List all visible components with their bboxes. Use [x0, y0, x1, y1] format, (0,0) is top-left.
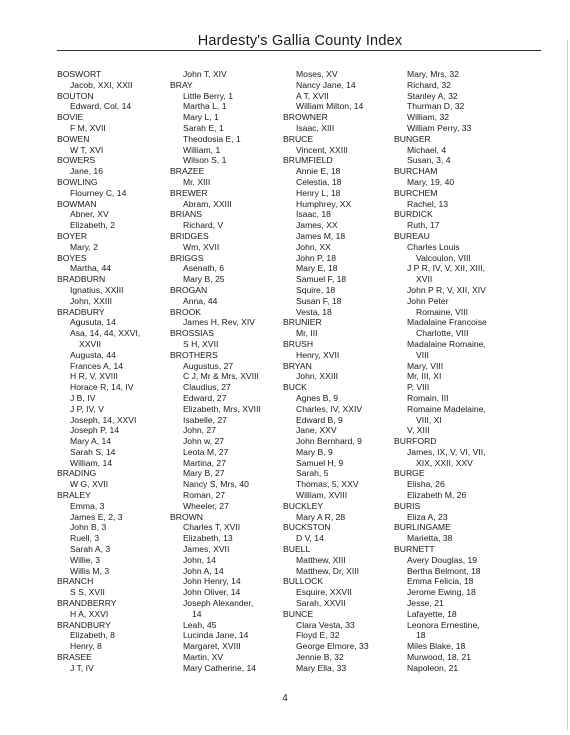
- surname-heading: BUCKSTON: [283, 522, 331, 533]
- index-entry: Sarah, 5: [296, 468, 329, 479]
- surname-heading: BOYES: [57, 252, 87, 263]
- index-entry: S S, XVII: [70, 587, 105, 598]
- surname-heading: BREWER: [170, 187, 208, 198]
- index-entry: Ignatius, XXIII: [70, 284, 124, 295]
- surname-heading: BRANCH: [57, 576, 94, 587]
- index-entry: VIII: [416, 349, 429, 360]
- index-entry: Samuel H, 9: [296, 457, 344, 468]
- index-entry: Mary Ella, 33: [296, 662, 347, 673]
- index-entry: John Oliver, 14: [183, 587, 241, 598]
- surname-heading: BROTHERS: [170, 349, 218, 360]
- index-entry: Thurman D, 32: [407, 101, 465, 112]
- surname-heading: BRADBURY: [57, 306, 105, 317]
- index-entry: Agusuta, 14: [70, 317, 116, 328]
- index-entry: Nancy Jane, 14: [296, 79, 356, 90]
- page-number: 4: [282, 693, 288, 704]
- surname-heading: BROWNER: [283, 112, 328, 123]
- index-entry: J P R, IV, V, XII, XIII,: [407, 263, 486, 274]
- index-entry: 18: [416, 630, 426, 641]
- surname-heading: BROGAN: [170, 284, 208, 295]
- index-entry: Mary L, 1: [183, 112, 219, 123]
- index-entry: John, XXIII: [296, 371, 339, 382]
- surname-heading: BROOK: [170, 306, 202, 317]
- index-entry: Matthew, Dr, XIII: [296, 565, 360, 576]
- index-entry: William, 32: [407, 112, 450, 123]
- index-entry: Claudius, 27: [183, 382, 231, 393]
- index-entry: Frances A, 14: [70, 360, 124, 371]
- index-entry: James E, 2, 3: [70, 511, 123, 522]
- index-entry: Elizabeth, 2: [70, 220, 115, 231]
- index-entry: Leah, 45: [183, 619, 217, 630]
- index-entry: Emma Felicia, 18: [407, 576, 474, 587]
- surname-heading: BRASEE: [57, 652, 92, 663]
- index-entry: Ruth, 17: [407, 220, 440, 231]
- index-entry: Mr, III, XI: [407, 371, 442, 382]
- index-entry: Mary B, 9: [296, 446, 333, 457]
- surname-heading: BRIGGS: [170, 252, 204, 263]
- index-entry: Anna, 44: [183, 295, 218, 306]
- index-entry: Agnes B, 9: [296, 392, 339, 403]
- scan-edge-line: [567, 40, 568, 730]
- index-entry: Willie, 3: [70, 554, 101, 565]
- index-entry: Mr, III: [296, 328, 318, 339]
- index-entry: John B, 3: [70, 522, 107, 533]
- surname-heading: BURFORD: [394, 436, 437, 447]
- index-entry: Stanley A, 32: [407, 90, 458, 101]
- index-entry: Edward, Col, 14: [70, 101, 132, 112]
- index-entry: Mr, XIII: [183, 176, 211, 187]
- index-entry: Jerome Ewing, 18: [407, 587, 476, 598]
- index-entry: Jennie B, 32: [296, 652, 344, 663]
- index-entry: William, 14: [70, 457, 113, 468]
- index-entry: Jacob, XXI, XXII: [70, 79, 133, 90]
- surname-heading: BUCKLEY: [283, 500, 324, 511]
- surname-heading: BOUTON: [57, 90, 94, 101]
- index-entry: Martha, 44: [70, 263, 112, 274]
- index-entry: H A, XXVI: [70, 608, 109, 619]
- index-entry: Isaac, 18: [296, 209, 331, 220]
- index-entry: Leota M, 27: [183, 446, 229, 457]
- surname-heading: BOYER: [57, 230, 88, 241]
- index-entry: James H, Rev, XIV: [183, 317, 255, 328]
- index-entry: Augustus, 27: [183, 360, 234, 371]
- index-entry: James, XX: [296, 220, 338, 231]
- index-entry: Elizabeth M, 26: [407, 490, 467, 501]
- index-entry: Vesta, 18: [296, 306, 332, 317]
- index-entry: Theodosia E, 1: [183, 133, 241, 144]
- surname-heading: BRADING: [57, 468, 97, 479]
- surname-heading: BRUNIER: [283, 317, 322, 328]
- index-entry: William Perry, 33: [407, 122, 472, 133]
- index-column-1: [57, 69, 175, 674]
- surname-heading: BURNETT: [394, 544, 435, 555]
- surname-heading: BRALEY: [57, 490, 91, 501]
- index-entry: Rachel, 13: [407, 198, 449, 209]
- surname-heading: BRUSH: [283, 338, 314, 349]
- index-entry: Sarah A, 3: [70, 544, 111, 555]
- surname-heading: BULLOCK: [283, 576, 324, 587]
- index-entry: Avery Douglas, 19: [407, 554, 478, 565]
- surname-heading: BURGE: [394, 468, 425, 479]
- index-entry: Romaine, VIII: [416, 306, 469, 317]
- index-entry: George Elmore, 33: [296, 641, 369, 652]
- index-entry: Richard, V: [183, 220, 224, 231]
- index-entry: Henry, XVII: [296, 349, 340, 360]
- index-entry: Susan F, 18: [296, 295, 342, 306]
- title-rule: [57, 50, 541, 51]
- surname-heading: BOWEN: [57, 133, 90, 144]
- surname-heading: BRAZEE: [170, 166, 205, 177]
- index-entry: Jane, XXV: [296, 425, 337, 436]
- index-entry: Sarah E, 1: [183, 122, 224, 133]
- index-entry: Charles T, XVII: [183, 522, 241, 533]
- index-entry: Asa, 14, 44, XXVI,: [70, 328, 141, 339]
- index-entry: Annie E, 18: [296, 166, 341, 177]
- index-entry: Mary B, 25: [183, 274, 225, 285]
- index-entry: C J, Mr & Mrs, XVIII: [183, 371, 259, 382]
- surname-heading: BURDICK: [394, 209, 433, 220]
- index-entry: XXVII: [79, 338, 101, 349]
- index-entry: W T, XVI: [70, 144, 104, 155]
- index-entry: John, 27: [183, 425, 216, 436]
- index-entry: James, XVII: [183, 544, 230, 555]
- surname-heading: BRYAN: [283, 360, 312, 371]
- index-entry: Wilson S, 1: [183, 155, 227, 166]
- index-entry: Jane, 16: [70, 166, 103, 177]
- index-entry: John, 14: [183, 554, 216, 565]
- index-entry: Esquire, XXVII: [296, 587, 352, 598]
- surname-heading: BUNGER: [394, 133, 431, 144]
- index-entry: Vincent, XXIII: [296, 144, 348, 155]
- index-entry: Roman, 27: [183, 490, 226, 501]
- index-entry: John Peter: [407, 295, 449, 306]
- index-entry: Wm, XVII: [183, 241, 220, 252]
- index-entry: Romaine Madelaine,: [407, 403, 486, 414]
- index-entry: Joseph P, 14: [70, 425, 120, 436]
- index-entry: Richard, 32: [407, 79, 451, 90]
- index-entry: Valcoulon, VIII: [416, 252, 471, 263]
- index-entry: Elizabeth, 13: [183, 533, 233, 544]
- index-entry: J P, IV, V: [70, 403, 104, 414]
- index-entry: Bertha Belmont, 18: [407, 565, 481, 576]
- index-entry: Sarah S, 14: [70, 446, 116, 457]
- surname-heading: BUNCE: [283, 608, 314, 619]
- index-entry: Lafayette, 18: [407, 608, 457, 619]
- index-entry: S H, XVII: [183, 338, 219, 349]
- index-entry: Isabelle, 27: [183, 414, 227, 425]
- index-entry: Michael, 4: [407, 144, 447, 155]
- index-entry: A T, XVII: [296, 90, 329, 101]
- index-entry: Abner, XV: [70, 209, 109, 220]
- index-entry: Romain, III: [407, 392, 449, 403]
- index-entry: Elisha, 26: [407, 479, 445, 490]
- index-entry: Martin, XV: [183, 652, 224, 663]
- index-entry: William Milton, 14: [296, 101, 364, 112]
- index-entry: Margaret, XVIII: [183, 641, 241, 652]
- index-entry: Moses, XV: [296, 69, 338, 79]
- surname-heading: BURLINGAME: [394, 522, 451, 533]
- surname-heading: BOWMAN: [57, 198, 97, 209]
- index-entry: Wheeler, 27: [183, 500, 229, 511]
- index-entry: Elizabeth, Mrs, XVIII: [183, 403, 261, 414]
- index-entry: Mary, 19, 40: [407, 176, 455, 187]
- index-entry: Martha L, 1: [183, 101, 227, 112]
- index-entry: Charles, IV, XXIV: [296, 403, 363, 414]
- surname-heading: BOWLING: [57, 176, 98, 187]
- index-entry: Edward B, 9: [296, 414, 343, 425]
- index-entry: Leonora Ernestine,: [407, 619, 480, 630]
- index-entry: John, XXIII: [70, 295, 113, 306]
- page-title: Hardesty's Gallia County Index: [197, 33, 403, 49]
- index-entry: J T, IV: [70, 662, 94, 673]
- index-entry: James M, 18: [296, 230, 346, 241]
- index-entry: XVII: [416, 274, 433, 285]
- surname-heading: BRUMFIELD: [283, 155, 333, 166]
- surname-heading: BOWERS: [57, 155, 96, 166]
- index-entry: Napoleon, 21: [407, 662, 459, 673]
- index-entry: John T, XIV: [183, 69, 227, 79]
- index-entry: John, XX: [296, 241, 331, 252]
- surname-heading: BRIANS: [170, 209, 202, 220]
- index-entry: W G, XVII: [70, 479, 109, 490]
- index-entry: John A, 14: [183, 565, 224, 576]
- index-entry: Little Berry, 1: [183, 90, 233, 101]
- surname-heading: BRIDGES: [170, 230, 209, 241]
- index-entry: Squire, 18: [296, 284, 336, 295]
- index-entry: John P R, V, XII, XIV: [407, 284, 486, 295]
- index-entry: John Bernhard, 9: [296, 436, 362, 447]
- index-entry: J B, IV: [70, 392, 96, 403]
- index-entry: Mary B, 27: [183, 468, 225, 479]
- index-entry: Asenath, 6: [183, 263, 225, 274]
- index-entry: F M, XVII: [70, 122, 106, 133]
- surname-heading: BRANDBERRY: [57, 598, 117, 609]
- index-entry: Madalaine Romaine,: [407, 338, 486, 349]
- surname-heading: BRAY: [170, 79, 193, 90]
- surname-heading: BROWN: [170, 511, 203, 522]
- index-entry: H R, V, XVIII: [70, 371, 118, 382]
- index-entry: Miles Blake, 18: [407, 641, 466, 652]
- index-entry: Charlotte, VIII: [416, 328, 469, 339]
- index-entry: Horace R, 14, IV: [70, 382, 134, 393]
- index-entry: Nancy S, Mrs, 40: [183, 479, 249, 490]
- index-entry: Isaac, XIII: [296, 122, 335, 133]
- index-entry: Floyd E, 32: [296, 630, 340, 641]
- index-entry: Elizabeth, 8: [70, 630, 115, 641]
- surname-heading: BRUCE: [283, 133, 314, 144]
- index-entry: Charles Louis: [407, 241, 460, 252]
- surname-heading: BRANDBURY: [57, 619, 111, 630]
- index-entry: Emma, 3: [70, 500, 105, 511]
- index-entry: John Henry, 14: [183, 576, 241, 587]
- index-entry: Joseph, 14, XXVI: [70, 414, 137, 425]
- index-entry: Henry, 8: [70, 641, 102, 652]
- surname-heading: BOVIE: [57, 112, 84, 123]
- index-entry: Ruell, 3: [70, 533, 100, 544]
- index-entry: Mary A R, 28: [296, 511, 346, 522]
- index-entry: Madalaine Francoise: [407, 317, 487, 328]
- index-entry: William, XVIII: [296, 490, 348, 501]
- index-entry: John P, 18: [296, 252, 336, 263]
- index-entry: Joseph Alexander,: [183, 598, 254, 609]
- surname-heading: BROSSIAS: [170, 328, 214, 339]
- index-entry: 14: [192, 608, 202, 619]
- index-entry: William, 1: [183, 144, 221, 155]
- index-entry: John w, 27: [183, 436, 225, 447]
- index-entry: Mary, VIII: [407, 360, 444, 371]
- index-entry: Edward, 27: [183, 392, 227, 403]
- index-entry: Susan, 3, 4: [407, 155, 451, 166]
- index-entry: Augusta, 44: [70, 349, 116, 360]
- surname-heading: BUELL: [283, 544, 311, 555]
- index-entry: Marietta, 38: [407, 533, 453, 544]
- index-entry: Martina, 27: [183, 457, 226, 468]
- index-entry: Flourney C, 14: [70, 187, 127, 198]
- index-entry: XIX, XXII, XXV: [416, 457, 473, 468]
- index-entry: Willis M, 3: [70, 565, 110, 576]
- surname-heading: BURCHEM: [394, 187, 438, 198]
- index-entry: James, IX, V, VI, VII,: [407, 446, 486, 457]
- index-entry: P, VIII: [407, 382, 430, 393]
- index-column-3: [283, 69, 401, 674]
- index-entry: Sarah, XXVII: [296, 598, 346, 609]
- index-entry: Mary E, 18: [296, 263, 338, 274]
- surname-heading: BRADBURN: [57, 274, 106, 285]
- index-entry: Lucinda Jane, 14: [183, 630, 249, 641]
- index-entry: Matthew, XIII: [296, 554, 346, 565]
- index-entry: Mary, 2: [70, 241, 99, 252]
- index-entry: Henry L, 18: [296, 187, 341, 198]
- index-entry: Samuel F, 18: [296, 274, 347, 285]
- index-entry: Mary A, 14: [70, 436, 112, 447]
- index-entry: Eliza A, 23: [407, 511, 448, 522]
- index-entry: Mary Catherine, 14: [183, 662, 257, 673]
- surname-heading: BURCHAM: [394, 166, 438, 177]
- index-entry: D V, 14: [296, 533, 324, 544]
- index-entry: Jesse, 21: [407, 598, 444, 609]
- index-entry: Mary, Mrs, 32: [407, 69, 459, 79]
- index-entry: V, XIII: [407, 425, 430, 436]
- index-entry: Murwood, 18, 21: [407, 652, 472, 663]
- index-entry: Thomas, 5, XXV: [296, 479, 359, 490]
- index-column-4: [394, 69, 512, 674]
- index-entry: Humphrey, XX: [296, 198, 352, 209]
- index-entry: Clara Vesta, 33: [296, 619, 355, 630]
- surname-heading: BURIS: [394, 500, 421, 511]
- index-entry: Abram, XXIII: [183, 198, 232, 209]
- index-column-2: [170, 69, 288, 674]
- index-entry: VIII, XI: [416, 414, 442, 425]
- index-entry: Celestia, 18: [296, 176, 342, 187]
- surname-heading: BUREAU: [394, 230, 430, 241]
- surname-heading: BOSWORT: [57, 69, 102, 79]
- surname-heading: BUCK: [283, 382, 307, 393]
